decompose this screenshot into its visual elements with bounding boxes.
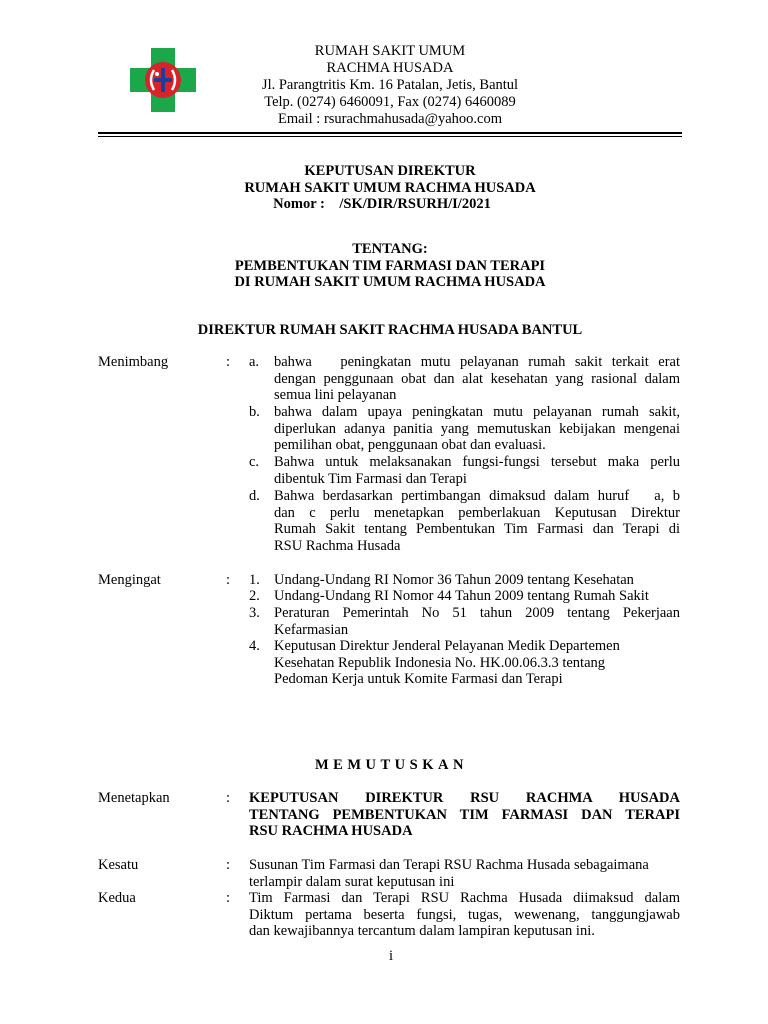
menetapkan-label: Menetapkan bbox=[98, 790, 170, 806]
text-line: Susunan Tim Farmasi dan Terapi RSU Rachma Husada sebagaimana bbox=[249, 857, 649, 873]
menimbang-marker-a: a. bbox=[249, 354, 260, 370]
director-heading: DIREKTUR RUMAH SAKIT RACHMA HUSADA BANTUL bbox=[197, 322, 583, 338]
mengingat-item-2 bbox=[274, 588, 680, 605]
menimbang-item-b bbox=[274, 404, 680, 454]
text-line: Kesehatan Republik Indonesia No. HK.00.06.3.3 tentang bbox=[274, 654, 606, 671]
text-line: dibentuk Tim Farmasi dan Terapi bbox=[274, 470, 467, 487]
decree-title-line2: RUMAH SAKIT UMUM RACHMA HUSADA bbox=[244, 179, 536, 196]
mengingat-marker-1: 1. bbox=[249, 572, 260, 588]
text-line: dan c perlu menetapkan pemberlakuan Keputusan Direktur bbox=[274, 504, 680, 521]
text-line: Pedoman Kerja untuk Komite Farmasi dan Terapi bbox=[274, 671, 563, 687]
mengingat-label: Mengingat bbox=[98, 572, 161, 588]
header-divider-thick bbox=[98, 132, 682, 134]
menimbang-label: Menimbang bbox=[98, 354, 169, 370]
hospital-cross-logo-icon bbox=[130, 48, 196, 112]
text-line: terlampir dalam surat keputusan ini bbox=[249, 873, 455, 890]
hospital-type: RUMAH SAKIT UMUM bbox=[314, 43, 466, 59]
menimbang-item-c bbox=[274, 454, 680, 487]
kesatu-text bbox=[249, 857, 680, 890]
mengingat-item-4 bbox=[274, 638, 680, 688]
memutuskan-heading: MEMUTUSKAN bbox=[315, 757, 468, 773]
text-line: Tim Farmasi dan Terapi RSU Rachma Husada diimaksud dalam bbox=[249, 890, 680, 906]
text-line: pemilihan obat, penggunaan obat dan evaluasi. bbox=[274, 437, 546, 453]
kedua-text bbox=[249, 890, 680, 940]
subject-line1: PEMBENTUKAN TIM FARMASI DAN TERAPI bbox=[234, 257, 546, 274]
decree-title bbox=[180, 163, 600, 213]
page-number: i bbox=[389, 948, 394, 964]
mengingat-marker-4: 4. bbox=[249, 638, 260, 654]
decree-title-line1: KEPUTUSAN DIREKTUR bbox=[304, 163, 476, 179]
mengingat-marker-2: 2. bbox=[249, 588, 260, 604]
text-line: Kefarmasian bbox=[274, 621, 349, 638]
text-line: Keputusan Direktur Jenderal Pelayanan Medik Departemen bbox=[274, 638, 620, 654]
hospital-address: Jl. Parangtritis Km. 16 Patalan, Jetis, Bantul bbox=[261, 77, 519, 93]
menetapkan-text bbox=[249, 790, 680, 840]
text-line: semua lini pelayanan bbox=[274, 387, 397, 403]
mengingat-marker-3: 3. bbox=[249, 605, 260, 621]
hospital-phone: Telp. (0274) 6460091, Fax (0274) 6460089 bbox=[264, 94, 516, 110]
text-line: dan kewajibannya tercantum dalam lampiran keputusan ini. bbox=[249, 923, 595, 939]
text-line: dengan penggunaan obat dan alat kesehatan yang rasional dalam bbox=[274, 370, 680, 387]
menimbang-item-a bbox=[274, 354, 680, 404]
text-line: RSU RACHMA HUSADA bbox=[249, 823, 413, 839]
kesatu-label: Kesatu bbox=[98, 857, 139, 873]
header-divider-thin bbox=[98, 136, 682, 137]
subject-line2: DI RUMAH SAKIT UMUM RACHMA HUSADA bbox=[234, 274, 546, 290]
kedua-label: Kedua bbox=[98, 890, 136, 906]
mengingat-item-3 bbox=[274, 605, 680, 638]
hospital-email: Email : rsurachmahusada@yahoo.com bbox=[278, 111, 502, 127]
kesatu-colon: : bbox=[226, 857, 231, 873]
letterhead bbox=[250, 43, 530, 128]
hospital-name: RACHMA HUSADA bbox=[326, 60, 454, 76]
menimbang-marker-c: c. bbox=[249, 454, 260, 470]
text-line: bahwa peningkatan mutu pelayanan rumah sakit terkait erat bbox=[274, 354, 680, 370]
text-line: Undang-Undang RI Nomor 36 Tahun 2009 tentang Kesehatan bbox=[274, 572, 634, 588]
menimbang-item-d bbox=[274, 488, 680, 554]
text-line: TENTANG PEMBENTUKAN TIM FARMASI DAN TERAPI bbox=[249, 806, 680, 823]
text-line: Rumah Sakit tentang Pembentukan Tim Farmasi dan Terapi di bbox=[274, 521, 680, 537]
text-line: Bahwa untuk melaksanakan fungsi-fungsi tersebut maka perlu bbox=[274, 454, 680, 470]
text-line: diperlukan adanya panitia yang memutuskan kebijakan mengenai bbox=[274, 420, 680, 437]
text-line: RSU Rachma Husada bbox=[274, 537, 401, 554]
text-line: bahwa dalam upaya peningkatan mutu pelayanan rumah sakit, bbox=[274, 404, 680, 420]
menetapkan-colon: : bbox=[226, 790, 231, 806]
menimbang-colon: : bbox=[226, 354, 231, 370]
decree-subject bbox=[180, 241, 600, 291]
text-line: KEPUTUSAN DIREKTUR RSU RACHMA HUSADA bbox=[249, 790, 680, 806]
menimbang-marker-b: b. bbox=[249, 404, 260, 420]
subject-label: TENTANG: bbox=[352, 241, 428, 257]
decree-number: Nomor : /SK/DIR/RSURH/I/2021 bbox=[273, 196, 491, 212]
text-line: Undang-Undang RI Nomor 44 Tahun 2009 tentang Rumah Sakit bbox=[274, 588, 649, 604]
kedua-colon: : bbox=[226, 890, 231, 906]
text-line: Peraturan Pemerintah No 51 tahun 2009 tentang Pekerjaan bbox=[274, 605, 680, 621]
text-line: Bahwa berdasarkan pertimbangan dimaksud dalam huruf a, b bbox=[274, 488, 680, 504]
mengingat-item-1 bbox=[274, 572, 680, 589]
text-line: Diktum pertama beserta fungsi, tugas, wewenang, tanggungjawab bbox=[249, 906, 680, 923]
mengingat-colon: : bbox=[226, 572, 231, 588]
menimbang-marker-d: d. bbox=[249, 488, 260, 504]
